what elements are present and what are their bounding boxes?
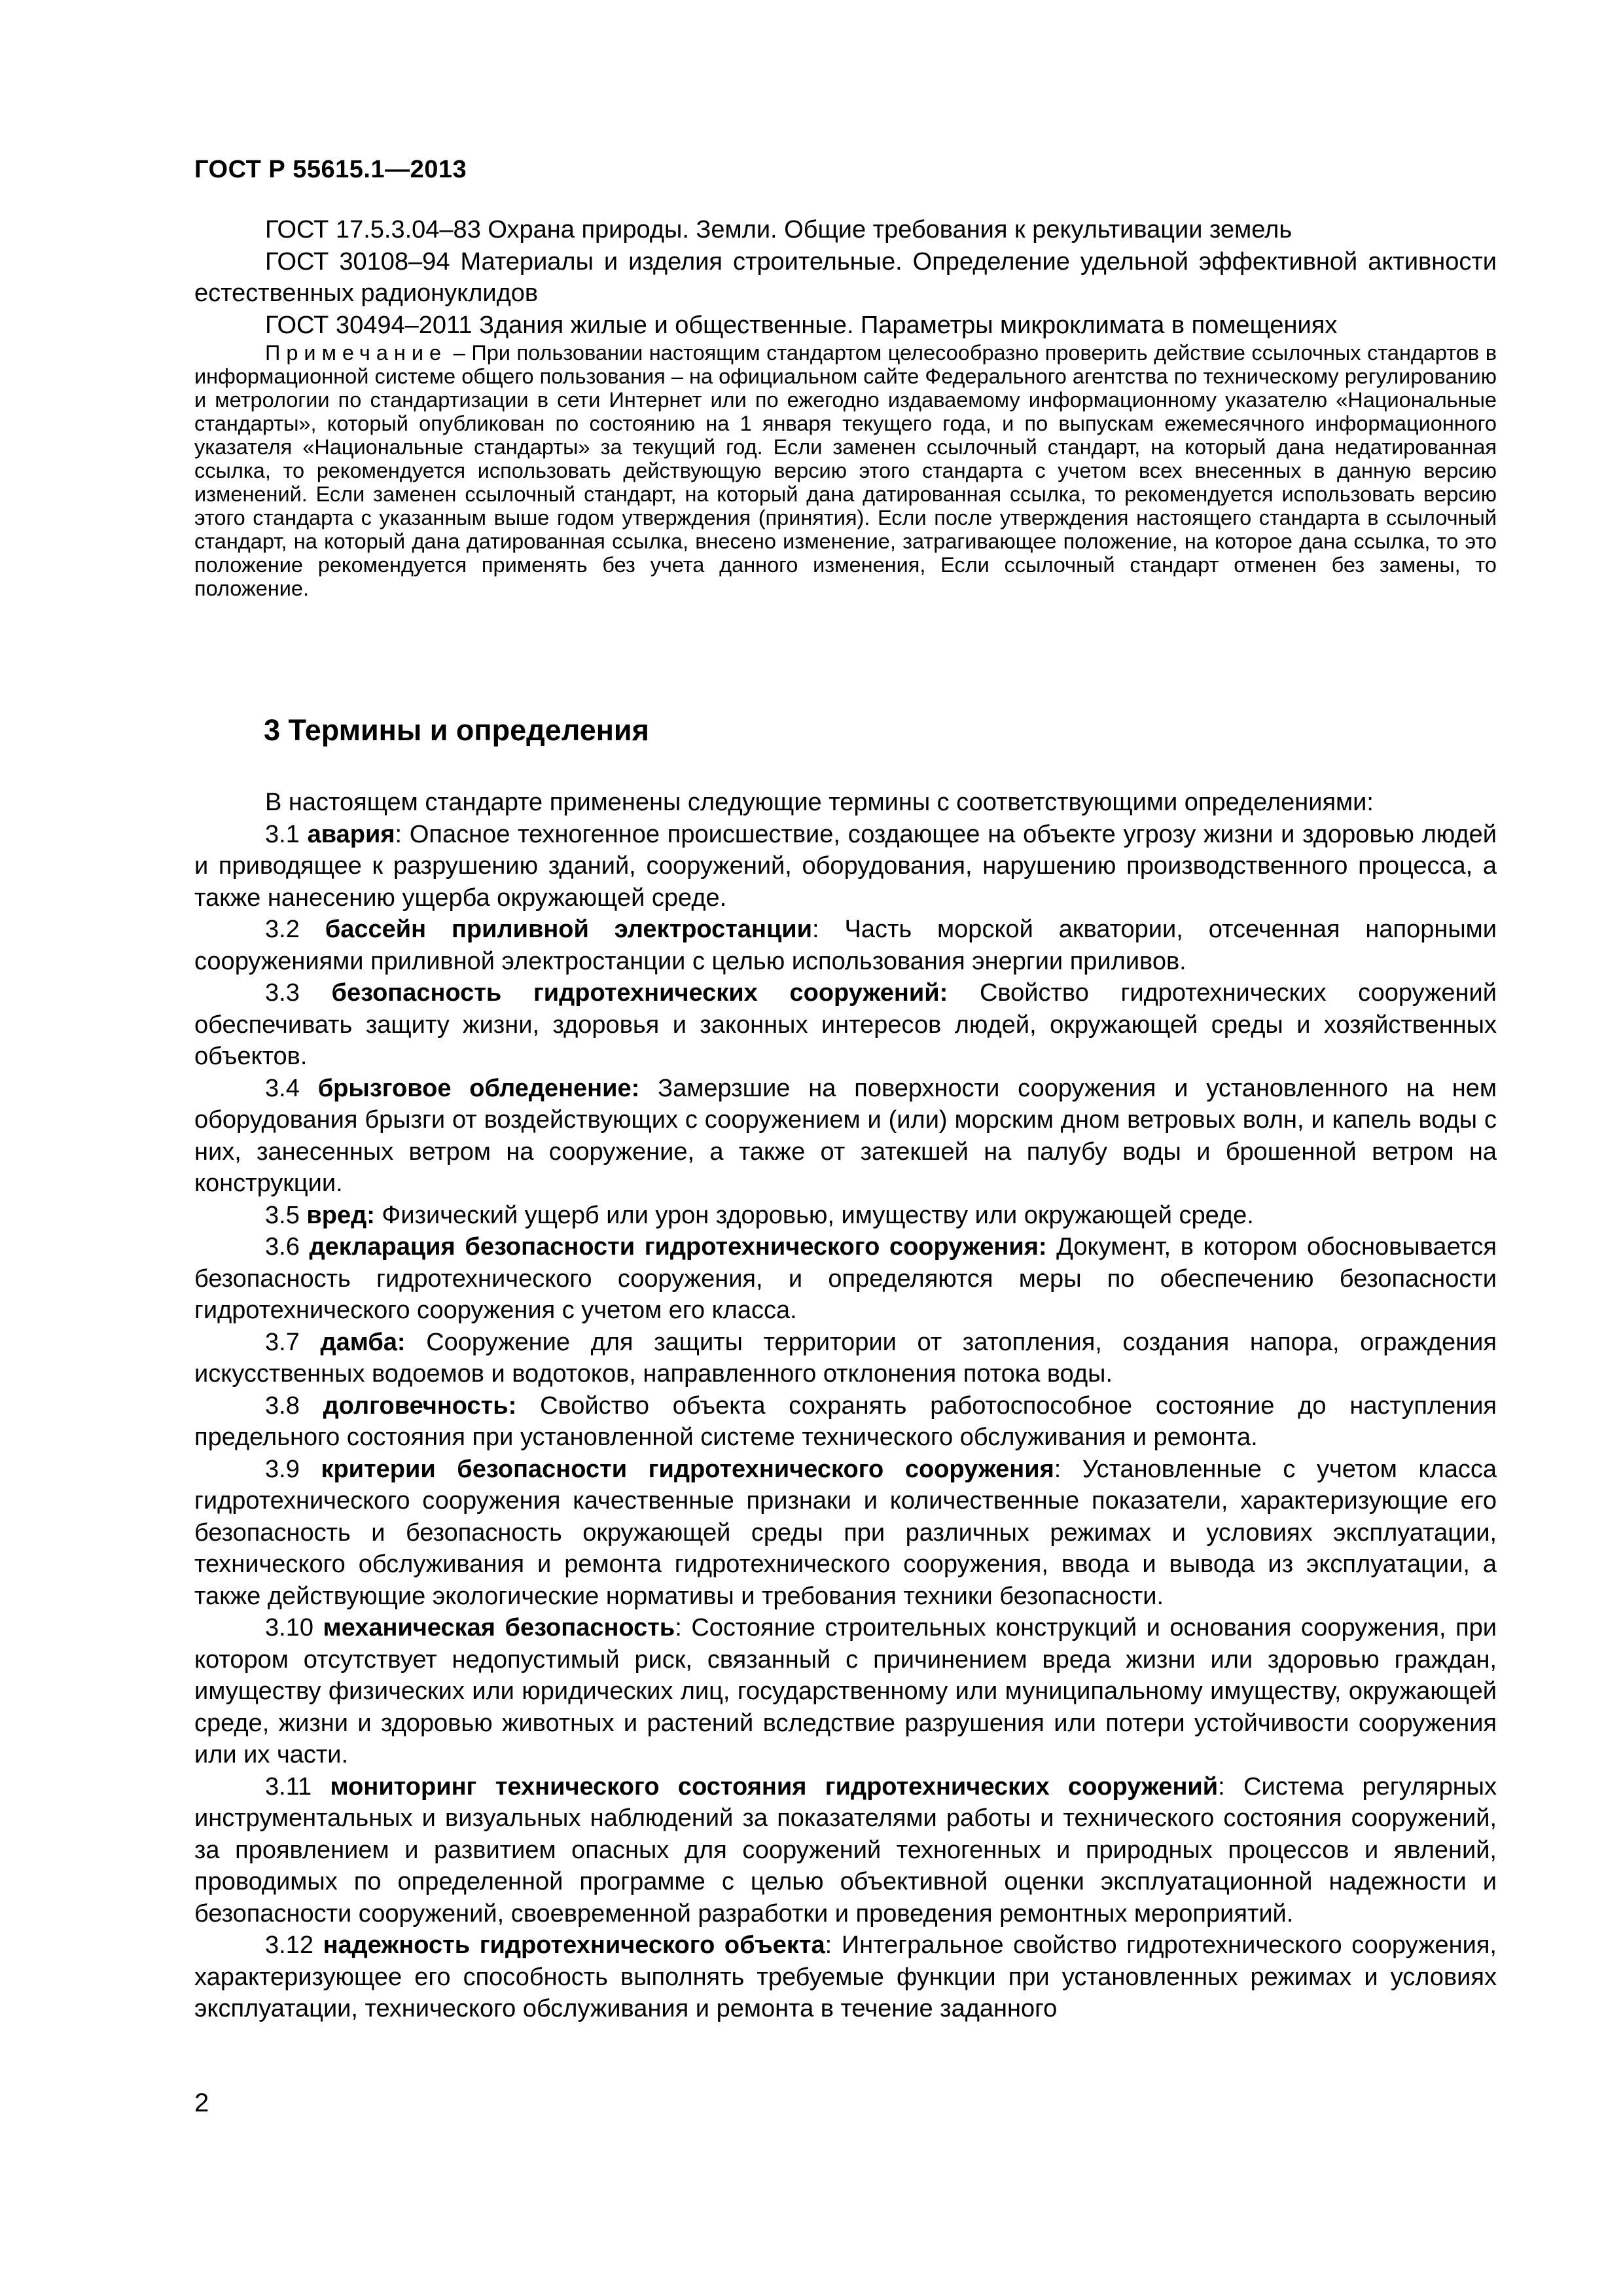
references-list <box>194 214 1497 600</box>
reference-item: ГОСТ 17.5.3.04–83 Охрана природы. Земли. Общие требования к рекультивации земель <box>265 216 1293 243</box>
term-separator: : <box>1054 1455 1061 1483</box>
term-text: Замерзшие на поверхности сооружения и установленного на нем оборудования брызги от воздействующих с сооружением и (или) морским дном ветровых волн, и капель воды с них, занесенных ветром на сооружение, а также от затекшей на палубу воды и брошенной ветром на конструкции. <box>194 1074 1497 1197</box>
term-name: дамба: <box>320 1328 406 1356</box>
term-name: бассейн приливной электростанции <box>325 916 813 943</box>
term-text: Часть морской акватории, отсеченная напорными сооружениями приливной электростанции с целью использования энергии приливов. <box>194 916 1497 975</box>
term-separator: : <box>1218 1772 1225 1801</box>
term-number: 3.6 <box>265 1233 310 1261</box>
term-text: Физический ущерб или урон здоровью, имуществу или окружающей среде. <box>374 1201 1254 1229</box>
term-definition <box>194 914 1497 977</box>
term-number: 3.9 <box>265 1455 321 1483</box>
terms-section <box>194 787 1497 2025</box>
term-name: критерии безопасности гидротехнического сооружения <box>321 1455 1054 1483</box>
term-text: Опасное техногенное происшествие, создающее на объекте угрозу жизни и здоровью людей и приводящее к разрушению зданий, сооружений, оборудования, нарушению производственного процесса, а также нанесению ущерба окружающей среде. <box>194 820 1497 912</box>
term-text: Сооружение для защиты территории от затопления, создания напора, ограждения искусственных водоемов и водотоков, направленного отклонения потока воды. <box>194 1328 1497 1388</box>
note-text: – При пользовании настоящим стандартом целесообразно проверить действие ссылочных стандартов в информационной системе общего пользования – на официальном сайте Федерального агентства по техническому регулированию и метрологии по стандартизации в сети Интернет или по ежегодно издаваемому информационному указателю «Национальные стандарты», который опубликован по состоянию на 1 января текущего года, и по выпускам ежемесячного информационного указателя «Национальные стандарты» за текущий год. Если заменен ссылочный стандарт, на который дана недатированная ссылка, то рекомендуется использовать действующую версию этого стандарта с учетом всех внесенных в данную версию изменений. Если заменен ссылочный стандарт, на который дана датированная ссылка, то рекомендуется использовать версию этого стандарта с указанным выше годом утверждения (принятия). Если после утверждения настоящего стандарта в ссылочный стандарт, на который дана датированная ссылка, внесено изменение, затрагивающее положение, на которое дана ссылка, то это положение рекомендуется применять без учета данного изменения, Если ссылочный стандарт отменен без замены, то положение. <box>194 341 1497 600</box>
term-separator: : <box>825 1931 832 1959</box>
term-number: 3.10 <box>265 1614 323 1641</box>
terms-list <box>194 819 1497 2025</box>
term-text: Свойство объекта сохранять работоспособное состояние до наступления предельного состояния при установленной системе технического обслуживания и ремонта. <box>194 1391 1497 1451</box>
section-intro: В настоящем стандарте применены следующие термины с соответствующими определениями: <box>265 789 1374 816</box>
term-definition <box>194 1929 1497 2025</box>
term-number: 3.3 <box>265 979 332 1007</box>
term-number: 3.11 <box>265 1772 330 1801</box>
term-name: брызговое обледенение: <box>317 1074 640 1102</box>
term-separator: : <box>675 1614 682 1641</box>
term-definition <box>194 1612 1497 1771</box>
note-label: Примечание <box>265 341 448 365</box>
page-number: 2 <box>194 2089 209 2117</box>
term-name: вред: <box>306 1201 375 1229</box>
term-name: декларация безопасности гидротехнического сооружения: <box>309 1233 1047 1261</box>
term-text: Документ, в котором обосновывается безопасность гидротехнического сооружения, и определяются меры по обеспечению безопасности гидротехнического сооружения с учетом его класса. <box>194 1233 1497 1324</box>
term-text: Состояние строительных конструкций и основания сооружения, при котором отсутствует недопустимый риск, связанный с причинением вреда жизни или здоровью граждан, имуществу физических или юридических лиц, государственному или муниципальному имуществу, окружающей среде, жизни и здоровью животных и растений вследствие разрушения или потери устойчивости сооружения или их части. <box>194 1614 1497 1768</box>
term-number: 3.5 <box>265 1201 307 1229</box>
term-separator: : <box>395 820 402 848</box>
term-definition <box>194 1327 1497 1390</box>
term-name: долговечность: <box>323 1391 517 1420</box>
term-name: надежность гидротехнического объекта <box>323 1931 825 1959</box>
reference-item: ГОСТ 30494–2011 Здания жилые и общественные. Параметры микроклимата в помещениях <box>265 311 1338 339</box>
term-definition <box>194 977 1497 1073</box>
reference-item: ГОСТ 30108–94 Материалы и изделия строительные. Определение удельной эффективной активности естественных радионуклидов <box>194 247 1497 307</box>
term-text: Интегральное свойство гидротехнического сооружения, характеризующее его способность выполнять требуемые функции при установленных режимах и условиях эксплуатации, технического обслуживания и ремонта в течение заданного <box>194 1931 1497 2022</box>
document-header: ГОСТ Р 55615.1—2013 <box>194 156 467 183</box>
term-number: 3.12 <box>265 1931 323 1959</box>
term-number: 3.4 <box>265 1074 318 1102</box>
term-text: Установленные с учетом класса гидротехнического сооружения качественные признаки и количественные показатели, характеризующие его безопасность и безопасность окружающей среды при различных режимах и условиях эксплуатации, технического обслуживания и ремонта гидротехнического сооружения, ввода и вывода из эксплуатации, а также действующие экологические нормативы и требования техники безопасности. <box>194 1455 1497 1610</box>
term-number: 3.2 <box>265 916 325 943</box>
term-number: 3.7 <box>265 1328 321 1356</box>
term-separator: : <box>812 916 819 943</box>
term-definition <box>194 1073 1497 1200</box>
term-name: механическая безопасность <box>323 1614 675 1641</box>
term-definition <box>194 1390 1497 1454</box>
term-text: Свойство гидротехнических сооружений обеспечивать защиту жизни, здоровья и законных интересов людей, окружающей среды и хозяйственных объектов. <box>194 979 1497 1070</box>
term-text: Система регулярных инструментальных и визуальных наблюдений за показателями работы и технического состояния сооружений, за проявлением и развитием опасных для сооружений техногенных и природных процессов и явлений, проводимых по определенной программе с целью объективной оценки эксплуатационной надежности и безопасности сооружений, своевременной разработки и проведения ремонтных мероприятий. <box>194 1772 1497 1928</box>
term-name: безопасность гидротехнических сооружений: <box>331 979 948 1007</box>
term-name: авария <box>307 820 395 848</box>
term-number: 3.8 <box>265 1391 323 1420</box>
term-definition <box>194 1200 1497 1232</box>
term-number: 3.1 <box>265 820 308 848</box>
note-paragraph <box>194 341 1497 600</box>
section-title: 3 Термины и определения <box>264 713 649 747</box>
term-definition <box>194 819 1497 914</box>
term-name: мониторинг технического состояния гидротехнических сооружений <box>330 1772 1219 1801</box>
term-definition <box>194 1771 1497 1930</box>
term-definition <box>194 1231 1497 1327</box>
term-definition <box>194 1454 1497 1613</box>
